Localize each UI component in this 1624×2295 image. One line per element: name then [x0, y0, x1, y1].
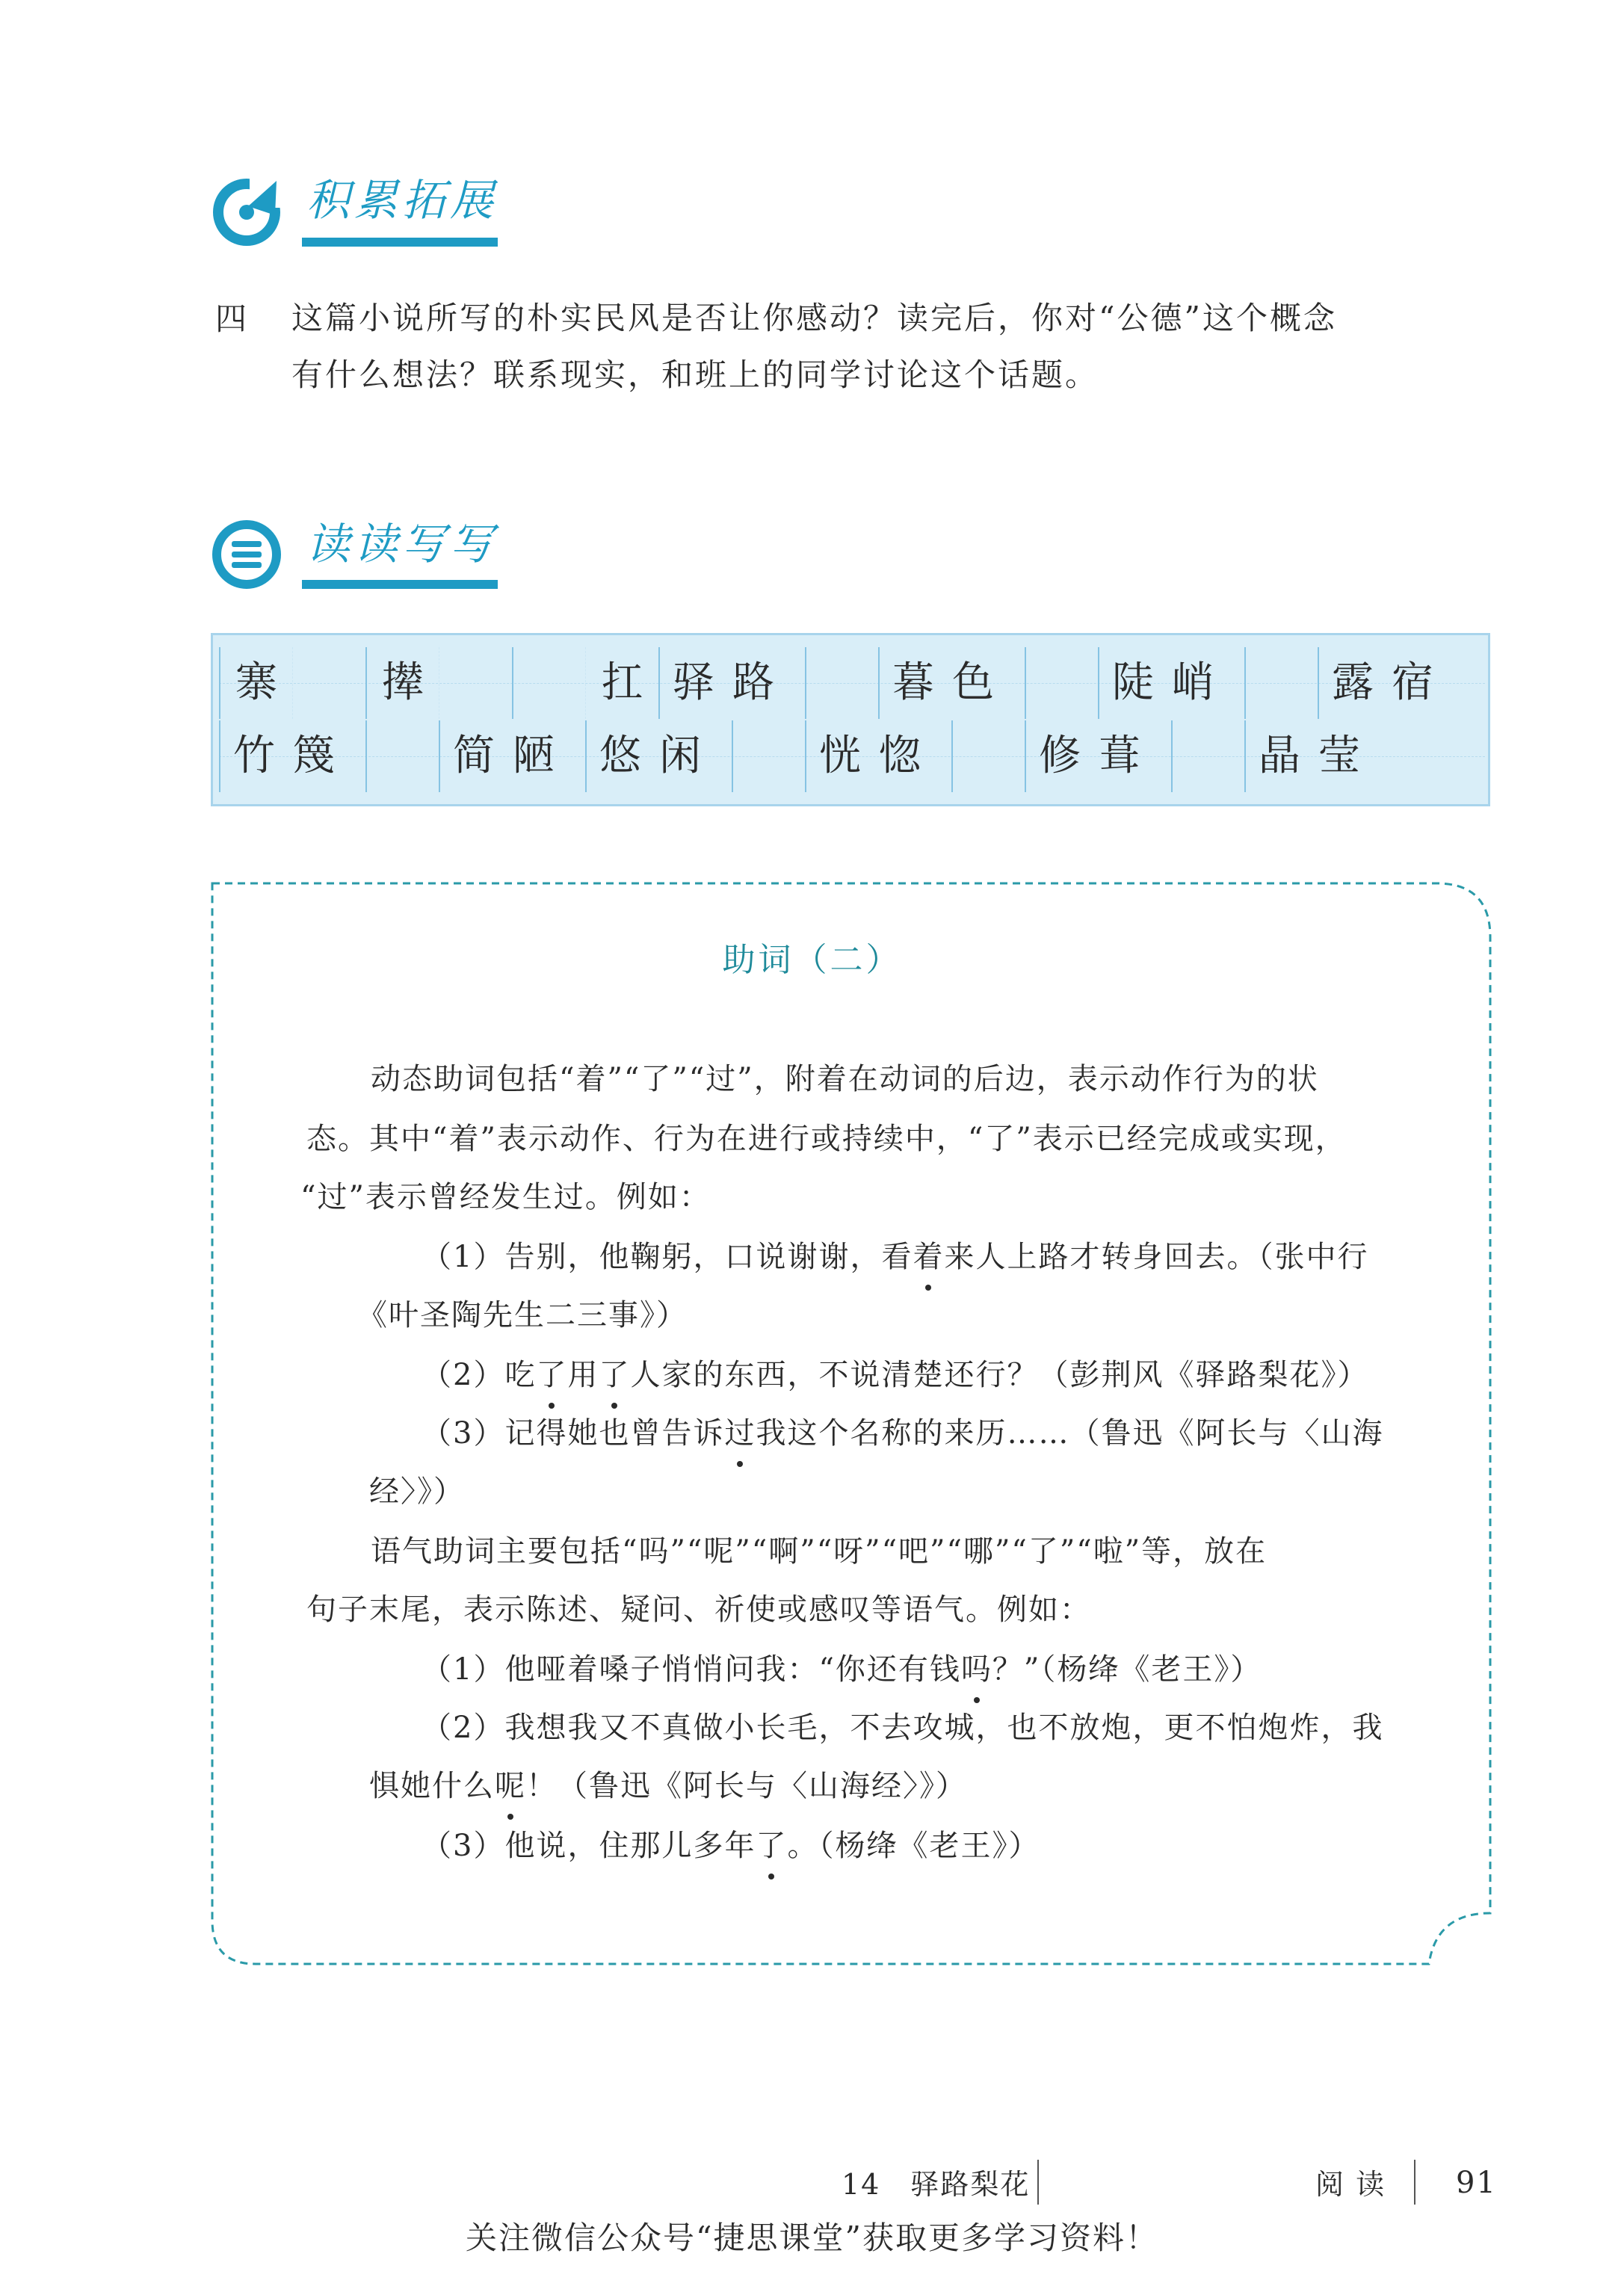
emphasis-char: 了: [756, 1817, 787, 1875]
word: [1244, 720, 1391, 792]
word-chars: 修葺: [1039, 732, 1158, 780]
para1-line2: 态。其中“着”表示动作、行为在进行或持续中，“了”表示已经完成或实现，: [306, 1122, 1347, 1156]
word-char: 寨: [235, 658, 277, 707]
example-2: （2）吃了用了人家的东西，不说清楚还行？（彭荆风《驿路梨花》）: [422, 1346, 1368, 1404]
footer-unit: 阅 读: [1315, 2168, 1386, 2201]
word: [1025, 720, 1171, 792]
example-5-line2: 惧她什么呢！（鲁迅《阿长与〈山海经〉》）: [369, 1757, 967, 1815]
example-4: （1）他哑着嗓子悄悄问我：“你还有钱吗？”（杨绛《老王》）: [422, 1640, 1262, 1699]
question-line-1: 这篇小说所写的朴实民风是否让你感动？读完后，你对“公德”这个概念: [291, 300, 1337, 336]
word-chars: 简陋: [453, 732, 572, 780]
section-title-accumulate: 积累拓展: [306, 175, 498, 226]
example-3-source: 经〉》）: [369, 1474, 465, 1509]
emphasis-char: 呢: [495, 1757, 526, 1815]
page-number: 91: [1456, 2166, 1497, 2200]
word: [365, 647, 439, 719]
word-chars: 晶莹: [1259, 732, 1378, 780]
list-lines-icon: [211, 519, 282, 590]
example-3: （3）记得她也曾告诉过我这个名称的来历……（鲁迅《阿长与〈山海: [422, 1404, 1383, 1462]
section-title-read-write: 读读写写: [306, 519, 498, 569]
word: [219, 647, 292, 719]
word-chars: 恍惚: [819, 732, 939, 780]
para1-line1: 动态助词包括“着”“了”“过”，附着在动词的后边，表示动作行为的状: [371, 1062, 1319, 1096]
para2-line1: 语气助词主要包括“吗”“呢”“啊”“呀”“吧”“哪”“了”“啦”等，放在: [371, 1534, 1268, 1569]
example-6: （3）他说，住那儿多年了。（杨绛《老王》）: [422, 1817, 1040, 1875]
section-underline: [302, 238, 498, 247]
example-5-line1: （2）我想我又不真做小长毛，不去攻城，也不放炮，更不怕炮炸，我: [422, 1711, 1384, 1745]
word: [1318, 647, 1464, 719]
word: [805, 720, 951, 792]
word-char: 扛: [601, 658, 643, 707]
footer-promo: 关注微信公众号“捷思课堂”获取更多学习资料！: [466, 2220, 1158, 2256]
example-1-source: 《叶圣陶先生二三事》）: [357, 1298, 688, 1332]
word-char: 撵: [382, 658, 424, 707]
emphasis-char: 着: [913, 1228, 944, 1286]
footer-lesson: 14 驿路梨花: [842, 2168, 1031, 2201]
emphasis-char: 了: [536, 1346, 567, 1404]
example-1: （1）告别，他鞠躬，口说谢谢，看着来人上路才转身回去。（张中行: [422, 1228, 1368, 1286]
emphasis-char: 了: [599, 1346, 630, 1404]
footer-divider: [1414, 2160, 1415, 2205]
word: [585, 647, 658, 719]
word-chars: 露宿: [1332, 658, 1451, 707]
word-chars: 驿路: [673, 658, 792, 707]
note-title: 助词（二）: [722, 941, 902, 979]
word: [1098, 647, 1244, 719]
para1-line3: “过”表示曾经发生过。例如：: [300, 1180, 711, 1214]
vocabulary-row-2: [219, 720, 1485, 792]
word-chars: 竹篾: [233, 732, 353, 780]
word: [219, 720, 365, 792]
refresh-arrow-icon: [211, 176, 282, 248]
para2-line2: 句子末尾，表示陈述、疑问、祈使或感叹等语气。例如：: [306, 1593, 1091, 1627]
emphasis-char: 过: [724, 1404, 756, 1462]
section-underline: [302, 580, 498, 589]
question-number: 四: [215, 300, 247, 337]
word: [658, 647, 805, 719]
word: [439, 720, 585, 792]
word-chars: 悠闲: [599, 732, 719, 780]
question-line-2: 有什么想法？联系现实，和班上的同学讨论这个话题。: [291, 356, 1099, 393]
word: [878, 647, 1025, 719]
word-chars: 陡峭: [1112, 658, 1232, 707]
emphasis-char: 吗: [961, 1640, 992, 1699]
footer-divider: [1037, 2160, 1039, 2205]
vocabulary-grid: [211, 633, 1490, 806]
word-chars: 暮色: [892, 658, 1012, 707]
vocabulary-row-1: [219, 647, 1485, 719]
word: [585, 720, 732, 792]
